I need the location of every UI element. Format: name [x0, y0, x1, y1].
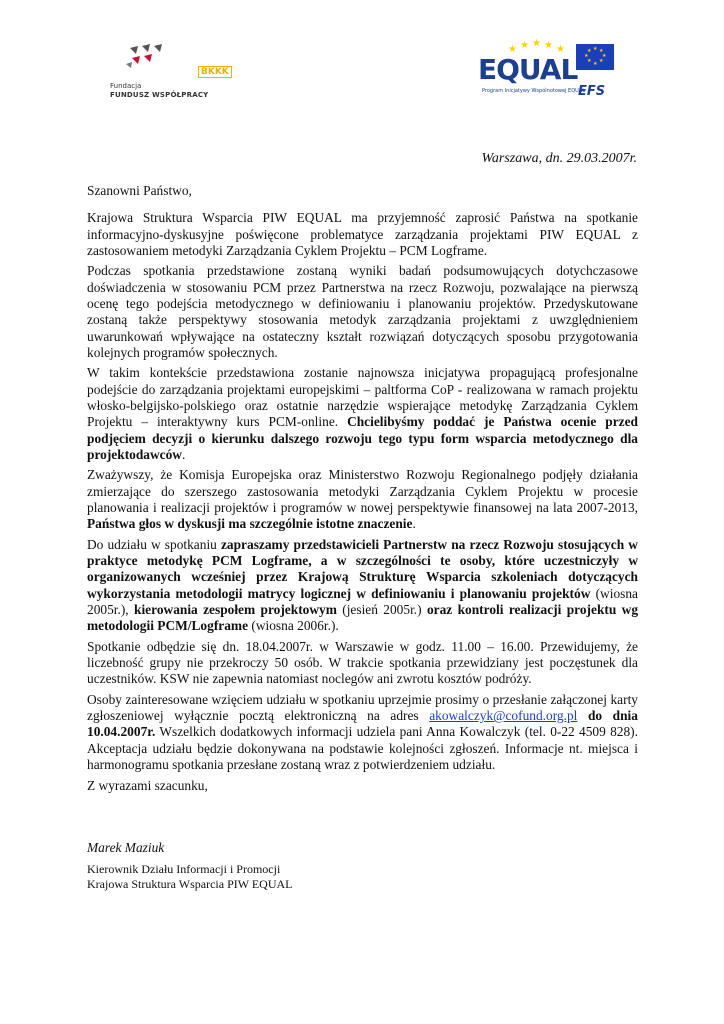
- p7-deadline: do dnia 10.04.2007r.: [87, 708, 638, 740]
- p5-text-a: Do udziału w spotkaniu: [87, 536, 221, 552]
- p4-text: Zważywszy, że Komisja Europejska oraz Ministerstwo Rozwoju Regionalnego podjęły działania zmierzające do szerszego zastosowania metodyki Zarządzania Cyklem Projektu w procesie planowania i realizacji projektów i programów w nowej perspektywie finansowej na lata 2007-2013,: [87, 467, 638, 515]
- equal-subtitle: Program Inicjatywy Wspólnotowej EQUAL: [482, 88, 586, 94]
- svg-text:★: ★: [532, 38, 541, 49]
- p7-text-d: Wszelkich dodatkowych informacji udziela pani Anna Kowalczyk (tel. 0-22 4509 828). Akceptacja udziału będzie dokonywana na podstawie kolejności zgłoszeń. Informacje nt. miejsca i harmonogramu spotkania przesłane zostaną wraz z potwierdzeniem udziału.: [87, 724, 638, 772]
- p7-space: [577, 708, 588, 723]
- signer-name: Marek Maziuk: [87, 840, 165, 855]
- p5-text-e: (jesień 2005r.): [336, 601, 427, 617]
- p4-bold: Państwa głos w dyskusji ma szczególnie istotne znaczenie: [87, 516, 413, 532]
- role-line-1: Kierownik Działu Informacji i Promocji: [87, 862, 281, 876]
- equal-logo-text: EQUAL: [478, 53, 578, 86]
- letter-body: [87, 183, 638, 799]
- p3-end: .: [181, 446, 186, 462]
- p7-text-a: Osoby zainteresowane wzięciem udziału w spotkaniu uprzejmie prosimy o przesłanie załączonej karty zgłoszeniowej wyłącznie pocztą elektroniczną na adres: [87, 691, 638, 724]
- greeting: Szanowni Państwo,: [87, 183, 192, 198]
- svg-text:★: ★: [587, 48, 592, 54]
- p5-bold-d: kierowania zespołem projektowym: [134, 601, 337, 617]
- svg-text:★: ★: [544, 40, 553, 51]
- p5-bold-b: zapraszamy przedstawicieli Partnerstw na rzecz Rozwoju stosujących w praktyce metodykę PCM Logframe, a w szczególności te osoby, które uczestniczyły w organizowanych wcześniej przez Krajową Strukturę Wsparcia szkoleniach dotyczących wykorzystania metodologii matrycy logicznej w definiowaniu i planowaniu projektów: [87, 536, 638, 601]
- email-link[interactable]: akowalczyk@cofund.org.pl: [429, 708, 578, 724]
- p3-bold: Chcielibyśmy poddać je Państwa ocenie przed podjęciem decyzji o kierunku dalszego rozwoju tego typu form wsparcia metodycznego dla projektodawców: [87, 414, 638, 462]
- paragraph-7: [87, 692, 638, 773]
- p5-text-g: (wiosna 2006r.).: [248, 618, 339, 634]
- bkkk-logo: BKKK: [198, 66, 232, 78]
- paragraph-4: [87, 467, 638, 532]
- fundusz-wspolpracy-text: [110, 82, 208, 100]
- org-logo-line1: Fundacja: [110, 82, 142, 90]
- svg-text:★: ★: [556, 44, 565, 55]
- p3-text: W takim kontekście przedstawiona zostanie najnowsza inicjatywa propagującą profesjonalne podejście do zarządzania projektami europejskimi – paltforma CoP - realizowana w ramach projektu włosko-belgijsko-polskiego oraz ostatnie narzędzie wspierające metodykę Zarządzania Cyklem Projektu – interaktywny kurs PCM-online.: [87, 365, 638, 430]
- signer-role: [87, 862, 293, 892]
- paragraph-2: Podczas spotkania przedstawione zostaną wyniki badań podsumowujących dotychczasowe doświadczenia w stosowaniu PCM przez Partnerstwa na rzecz Rozwoju, pozwalające na pierwszą ocenę tego podejścia metodycznego w definiowaniu i planowaniu projektów. Przedyskutowane zostaną także perspektywy stosowania metodyk zarządzania projektami z uwzględnieniem uwarunkowań wpływające na ostateczny kształt rozwiązań dotyczących sposobu przygotowania kolejnych programów społecznych.: [87, 263, 638, 360]
- paragraph-6: Spotkanie odbędzie się dn. 18.04.2007r. w Warszawie w godz. 11.00 – 16.00. Przewidujemy, że liczebność grupy nie przekroczy 50 osób. W trakcie spotkania przewidziany jest poczęstunek dla uczestników. KSW nie zapewnia natomiast noclegów ani zwrotu kosztów podróży.: [87, 638, 638, 687]
- paragraph-5: [87, 537, 638, 635]
- svg-text:★: ★: [520, 40, 529, 51]
- svg-text:★: ★: [599, 58, 604, 64]
- svg-text:★: ★: [587, 58, 592, 64]
- paragraph-3: [87, 365, 638, 463]
- svg-text:★: ★: [602, 53, 607, 59]
- p5-text-c: (wiosna 2005r.),: [87, 585, 638, 617]
- svg-text:★: ★: [593, 61, 598, 67]
- p4-end: .: [412, 516, 416, 532]
- role-line-2: Krajowa Struktura Wsparcia PIW EQUAL: [87, 877, 293, 891]
- paragraph-1: Krajowa Struktura Wsparcia PIW EQUAL ma przyjemność zaprosić Państwa na spotkanie informacyjno-dyskusyjne poświęcone problematyce zarządzania projektami PIW EQUAL z zastosowaniem metodyki Zarządzania Cyklem Projektu – PCM Logframe.: [87, 210, 638, 258]
- svg-text:★: ★: [584, 53, 589, 59]
- closing: Z wyrazami szacunku,: [87, 778, 208, 794]
- org-logo-line2: FUNDUSZ WSPÓŁPRACY: [110, 91, 209, 99]
- efs-logo: EFS: [578, 84, 606, 99]
- svg-text:★: ★: [593, 46, 598, 52]
- letter-date: Warszawa, dn. 29.03.2007r.: [481, 151, 637, 166]
- svg-text:★: ★: [599, 48, 604, 54]
- svg-text:★: ★: [508, 44, 517, 55]
- p5-bold-f: oraz kontroli realizacji projektu wg metodologii PCM/Logframe: [87, 601, 639, 634]
